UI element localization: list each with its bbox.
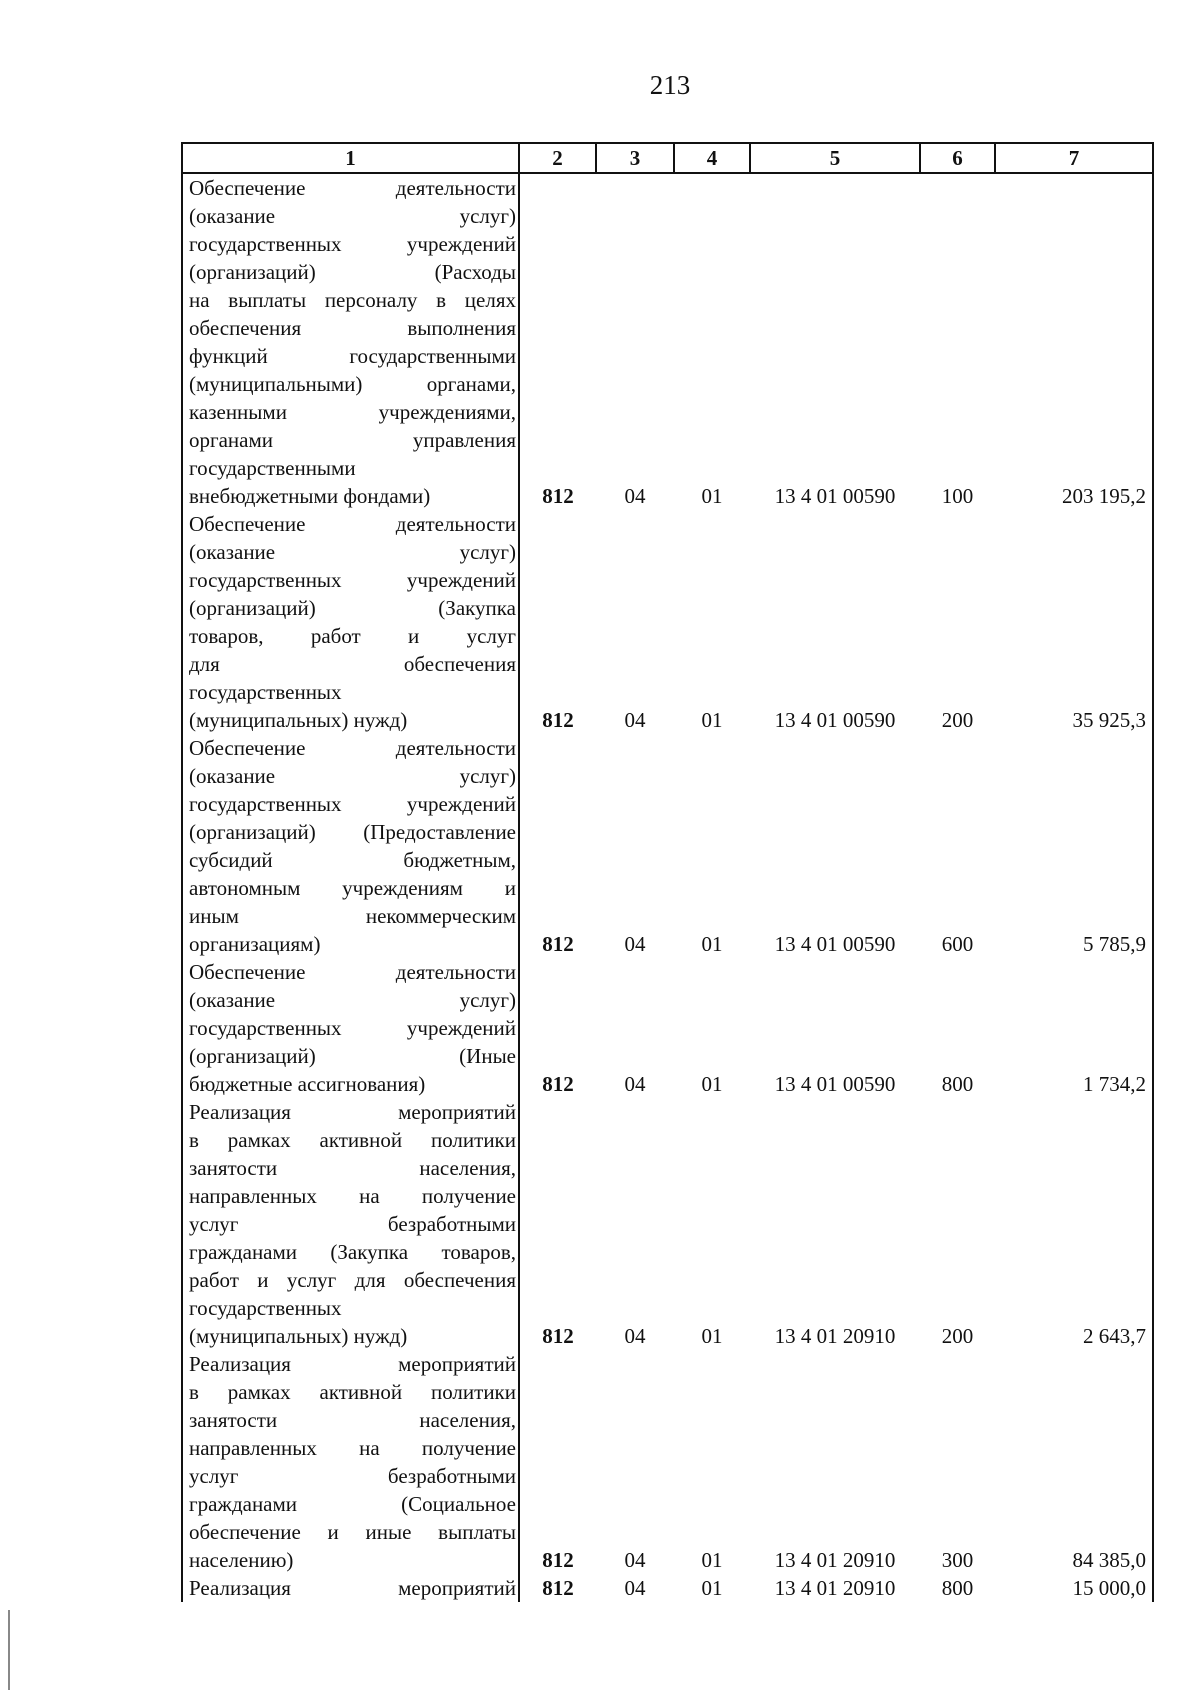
description-line: услуг безработными: [189, 1464, 516, 1488]
description-line: Реализация мероприятий: [189, 1576, 516, 1600]
expense-type-code: 200: [941, 1324, 974, 1348]
table-row: [182, 1574, 1153, 1602]
description-line: обеспечение и иные выплаты: [189, 1520, 516, 1544]
description-line: государственных учреждений: [189, 792, 516, 816]
description-line: занятости населения,: [189, 1156, 516, 1180]
description-line: на выплаты персоналу в целях: [189, 288, 516, 312]
description-line: (организаций) (Иные: [189, 1044, 516, 1068]
row-description: [182, 1350, 519, 1574]
ministry-code: 812: [542, 1324, 574, 1348]
column-header-4: 4: [674, 143, 750, 173]
description-line: автономным учреждениям и: [189, 876, 516, 900]
description-line: (муниципальными) органами,: [189, 372, 516, 396]
subsection-code: 01: [701, 1072, 723, 1096]
description-line: для обеспечения: [189, 652, 516, 676]
description-line: государственных учреждений: [189, 568, 516, 592]
description-line: казенными учреждениями,: [189, 400, 516, 424]
amount-value: 84 385,0: [995, 1350, 1153, 1574]
scan-edge-line: [8, 1610, 10, 1690]
description-line: в рамках активной политики: [189, 1128, 516, 1152]
column-header-1: 1: [182, 143, 519, 173]
description-line: занятости населения,: [189, 1408, 516, 1432]
description-line: государственных: [189, 1296, 342, 1320]
description-line: (организаций) (Предоставление: [189, 820, 516, 844]
section-code: 04: [624, 484, 646, 508]
description-line: направленных на получение: [189, 1184, 516, 1208]
target-item-code: 13 4 01 20910: [774, 1324, 896, 1348]
subsection-code: 01: [701, 484, 723, 508]
description-line: (оказание услуг): [189, 764, 516, 788]
table-row: [182, 173, 1153, 510]
description-line: государственных учреждений: [189, 1016, 516, 1040]
description-line: бюджетные ассигнования): [189, 1072, 426, 1096]
description-line: услуг безработными: [189, 1212, 516, 1236]
section-code: 04: [624, 708, 646, 732]
description-line: организациям): [189, 932, 321, 956]
description-line: иным некоммерческим: [189, 904, 516, 928]
column-header-6: 6: [920, 143, 995, 173]
ministry-code: 812: [542, 1548, 574, 1572]
section-code: 04: [624, 932, 646, 956]
description-line: государственными: [189, 456, 356, 480]
description-line: гражданами (Социальное: [189, 1492, 516, 1516]
ministry-code: 812: [542, 484, 574, 508]
ministry-code: 812: [542, 708, 574, 732]
table-row: [182, 1350, 1153, 1574]
description-line: Обеспечение деятельности: [189, 176, 516, 200]
ministry-code: 812: [542, 1072, 574, 1096]
description-line: населению): [189, 1548, 294, 1572]
row-description: [182, 734, 519, 958]
target-item-code: 13 4 01 00590: [774, 1072, 896, 1096]
row-description: [182, 1574, 519, 1602]
description-line: товаров, работ и услуг: [189, 624, 516, 648]
description-line: (оказание услуг): [189, 540, 516, 564]
subsection-code: 01: [701, 1548, 723, 1572]
description-line: функций государственными: [189, 344, 516, 368]
subsection-code: 01: [701, 708, 723, 732]
amount-value: 203 195,2: [995, 173, 1153, 510]
description-line: Обеспечение деятельности: [189, 736, 516, 760]
target-item-code: 13 4 01 00590: [774, 484, 896, 508]
description-line: (организаций) (Закупка: [189, 596, 516, 620]
description-line: (муниципальных) нужд): [189, 1324, 408, 1348]
description-line: Реализация мероприятий: [189, 1100, 516, 1124]
table-body: [182, 173, 1153, 1602]
amount-value: 1 734,2: [995, 958, 1153, 1098]
section-code: 04: [624, 1324, 646, 1348]
description-line: субсидий бюджетным,: [189, 848, 516, 872]
description-line: работ и услуг для обеспечения: [189, 1268, 516, 1292]
expense-type-code: 200: [941, 708, 974, 732]
target-item-code: 13 4 01 20910: [774, 1548, 896, 1572]
table-row: [182, 734, 1153, 958]
description-line: внебюджетными фондами): [189, 484, 431, 508]
description-line: государственных учреждений: [189, 232, 516, 256]
section-code: 04: [624, 1072, 646, 1096]
page-number: 213: [649, 70, 691, 100]
expense-type-code: 600: [941, 932, 974, 956]
table-row: [182, 1098, 1153, 1350]
subsection-code: 01: [701, 932, 723, 956]
column-header-3: 3: [596, 143, 674, 173]
expense-type-code: 300: [941, 1548, 974, 1572]
description-line: направленных на получение: [189, 1436, 516, 1460]
row-description: [182, 173, 519, 510]
header-row: [182, 143, 1153, 173]
description-line: обеспечения выполнения: [189, 316, 516, 340]
amount-value: 5 785,9: [995, 734, 1153, 958]
description-line: в рамках активной политики: [189, 1380, 516, 1404]
table-row: [182, 958, 1153, 1098]
target-item-code: 13 4 01 00590: [774, 932, 896, 956]
description-line: органами управления: [189, 428, 516, 452]
description-line: (муниципальных) нужд): [189, 708, 408, 732]
description-line: (организаций) (Расходы: [189, 260, 516, 284]
column-header-7: 7: [995, 143, 1153, 173]
subsection-code: 01: [701, 1324, 723, 1348]
section-code: 04: [624, 1576, 646, 1600]
table-row: [182, 510, 1153, 734]
description-line: (оказание услуг): [189, 988, 516, 1012]
expense-type-code: 800: [941, 1576, 974, 1600]
amount-value: 15 000,0: [995, 1574, 1153, 1602]
description-line: Реализация мероприятий: [189, 1352, 516, 1376]
description-line: (оказание услуг): [189, 204, 516, 228]
subsection-code: 01: [701, 1576, 723, 1600]
target-item-code: 13 4 01 20910: [774, 1576, 896, 1600]
description-line: гражданами (Закупка товаров,: [189, 1240, 516, 1264]
row-description: [182, 1098, 519, 1350]
row-description: [182, 958, 519, 1098]
expense-type-code: 800: [941, 1072, 974, 1096]
description-line: государственных: [189, 680, 342, 704]
amount-value: 35 925,3: [995, 510, 1153, 734]
ministry-code: 812: [542, 932, 574, 956]
column-header-2: 2: [519, 143, 596, 173]
amount-value: 2 643,7: [995, 1098, 1153, 1350]
row-description: [182, 510, 519, 734]
budget-table: [181, 142, 1154, 1602]
section-code: 04: [624, 1548, 646, 1572]
description-line: Обеспечение деятельности: [189, 512, 516, 536]
column-header-5: 5: [750, 143, 920, 173]
expense-type-code: 100: [941, 484, 974, 508]
target-item-code: 13 4 01 00590: [774, 708, 896, 732]
description-line: Обеспечение деятельности: [189, 960, 516, 984]
ministry-code: 812: [542, 1576, 574, 1600]
